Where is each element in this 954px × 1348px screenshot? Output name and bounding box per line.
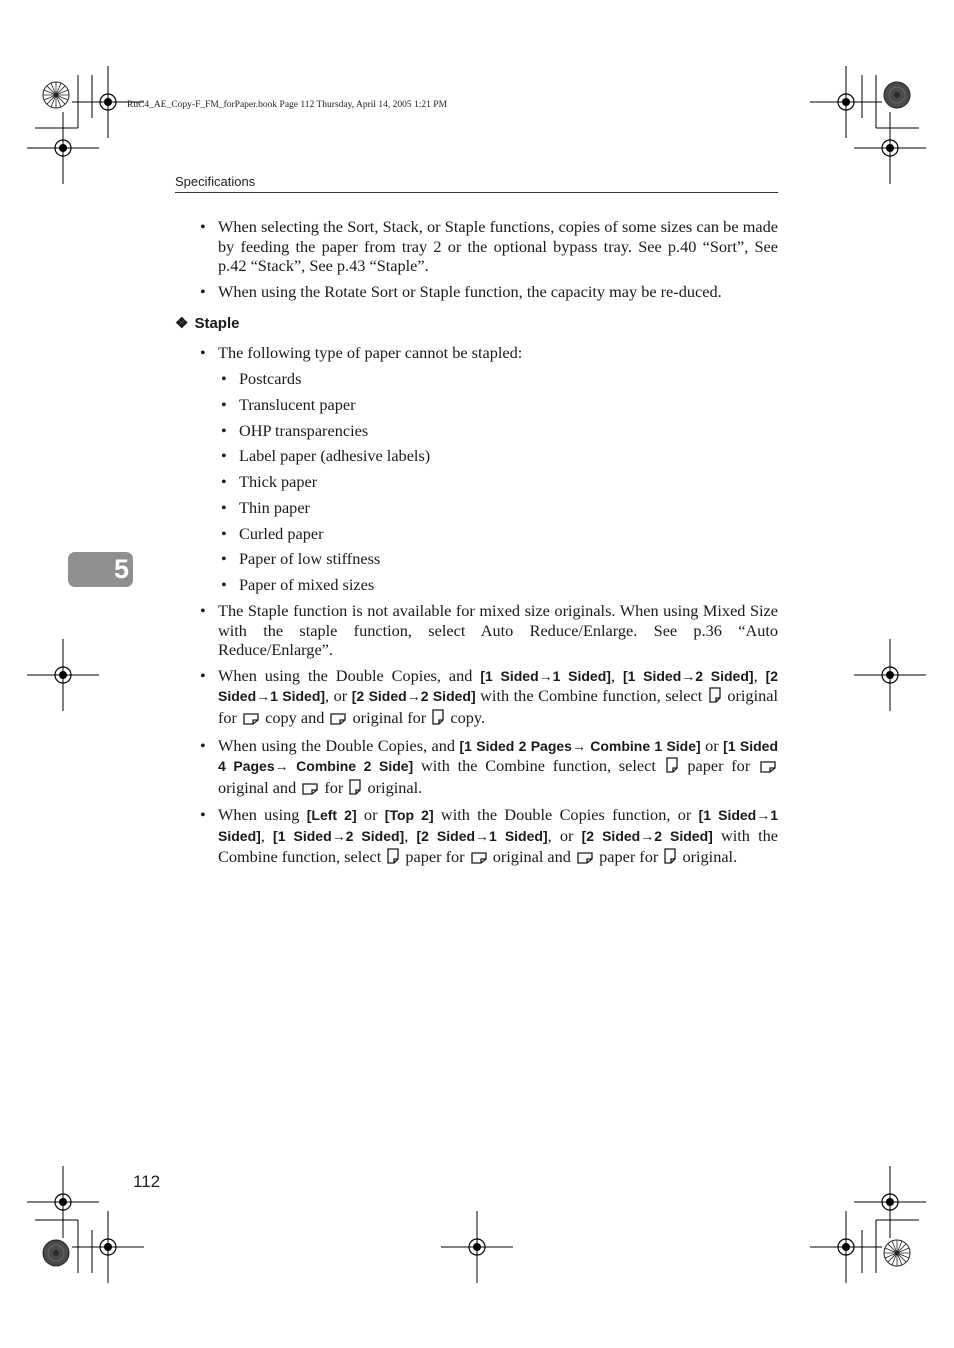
- list-item: • OHP transparencies: [218, 421, 778, 441]
- list-item: • Thick paper: [218, 472, 778, 492]
- key-label: [2 Sided→1 Sided]: [218, 667, 779, 705]
- list-item: • The Staple function is not available for mixed size originals. When using Mixed Size with the staple function, select Auto Reduce/Enlarge. See p.36 “Auto Reduce/Enlarge”.: [175, 601, 778, 660]
- chapter-tab: 5: [68, 552, 133, 587]
- list-item: • When using [Left 2] or [Top 2] with the Double Copies function, or [1 Sided→1 Sided], [1 Sided→2 Sided], [2 Sided→1 Sided], or [2 Sided→2 Sided] with the Combine function, select paper for original and paper for original.: [175, 805, 778, 868]
- paper-landscape-icon: [243, 710, 259, 730]
- intro-list: [175, 217, 778, 301]
- list-item: • When using the Rotate Sort or Staple function, the capacity may be re-duced.: [175, 282, 778, 302]
- section-title: Staple: [194, 315, 240, 333]
- list-item: • Curled paper: [218, 524, 778, 544]
- key-label: [1 Sided→1 Sided]: [218, 807, 779, 844]
- list-item: • When selecting the Sort, Stack, or Staple functions, copies of some sizes can be made by feeding the paper from tray 2 or the optional bypass tray. See p.40 “Sort”, See p.42 “Stack”, See p.43 “Staple”.: [175, 217, 778, 276]
- paper-landscape-icon: [577, 849, 593, 869]
- diamond-icon: ❖: [175, 315, 189, 333]
- key-label: [Left 2]: [306, 807, 357, 824]
- list-item: • When using the Double Copies, and [1 Sided→1 Sided], [1 Sided→2 Sided], [2 Sided→1 Sided], or [2 Sided→2 Sided] with the Combine function, select original for copy and original for copy.: [175, 666, 778, 730]
- list-item: • Thin paper: [218, 498, 778, 518]
- list-item: • When using the Double Copies, and [1 Sided 2 Pages→ Combine 1 Side] or [1 Sided 4 Pages→ Combine 2 Side] with the Combine function, select paper for original and for original.: [175, 736, 778, 800]
- key-label: [1 Sided→2 Sided]: [622, 667, 754, 684]
- paper-portrait-icon: [387, 848, 399, 869]
- key-label: [1 Sided 4 Pages→ Combine 2 Side]: [218, 737, 778, 775]
- key-label: [2 Sided→2 Sided]: [351, 688, 476, 705]
- paper-portrait-icon: [709, 687, 721, 708]
- paper-portrait-icon: [349, 779, 361, 800]
- paper-landscape-icon: [330, 710, 346, 730]
- key-label: [1 Sided→2 Sided]: [273, 827, 405, 844]
- section-heading: [175, 315, 778, 333]
- list-item: • Label paper (adhesive labels): [218, 446, 778, 466]
- list-item: • Paper of low stiffness: [218, 549, 778, 569]
- key-label: [1 Sided→1 Sided]: [480, 667, 611, 684]
- paper-landscape-icon: [760, 758, 776, 778]
- paper-portrait-icon: [432, 709, 444, 730]
- paper-landscape-icon: [302, 780, 318, 800]
- paper-portrait-icon: [666, 757, 678, 778]
- key-label: [2 Sided→1 Sided]: [416, 827, 548, 844]
- running-head: Specifications: [175, 174, 778, 193]
- paper-type-list: [218, 369, 778, 595]
- list-item: • The following type of paper cannot be stapled: • Postcards • Translucent paper • OHP transparencies • Label paper (adhesive labels) • Thick paper • Thin paper • Curled paper • Paper of low stiffness • Paper of mixed sizes: [175, 343, 778, 594]
- key-label: [2 Sided→2 Sided]: [581, 827, 713, 844]
- staple-list: [175, 343, 778, 868]
- list-item: • Translucent paper: [218, 395, 778, 415]
- list-item: • Paper of mixed sizes: [218, 575, 778, 595]
- paper-landscape-icon: [471, 849, 487, 869]
- print-header: RuC4_AE_Copy-F_FM_forPaper.book Page 112 Thursday, April 14, 2005 1:21 PM: [127, 100, 448, 110]
- page-number: 112: [133, 1172, 161, 1191]
- page-body: [175, 217, 778, 874]
- list-item: • Postcards: [218, 369, 778, 389]
- key-label: [Top 2]: [384, 807, 434, 824]
- paper-portrait-icon: [664, 848, 676, 869]
- key-label: [1 Sided 2 Pages→ Combine 1 Side]: [459, 737, 701, 754]
